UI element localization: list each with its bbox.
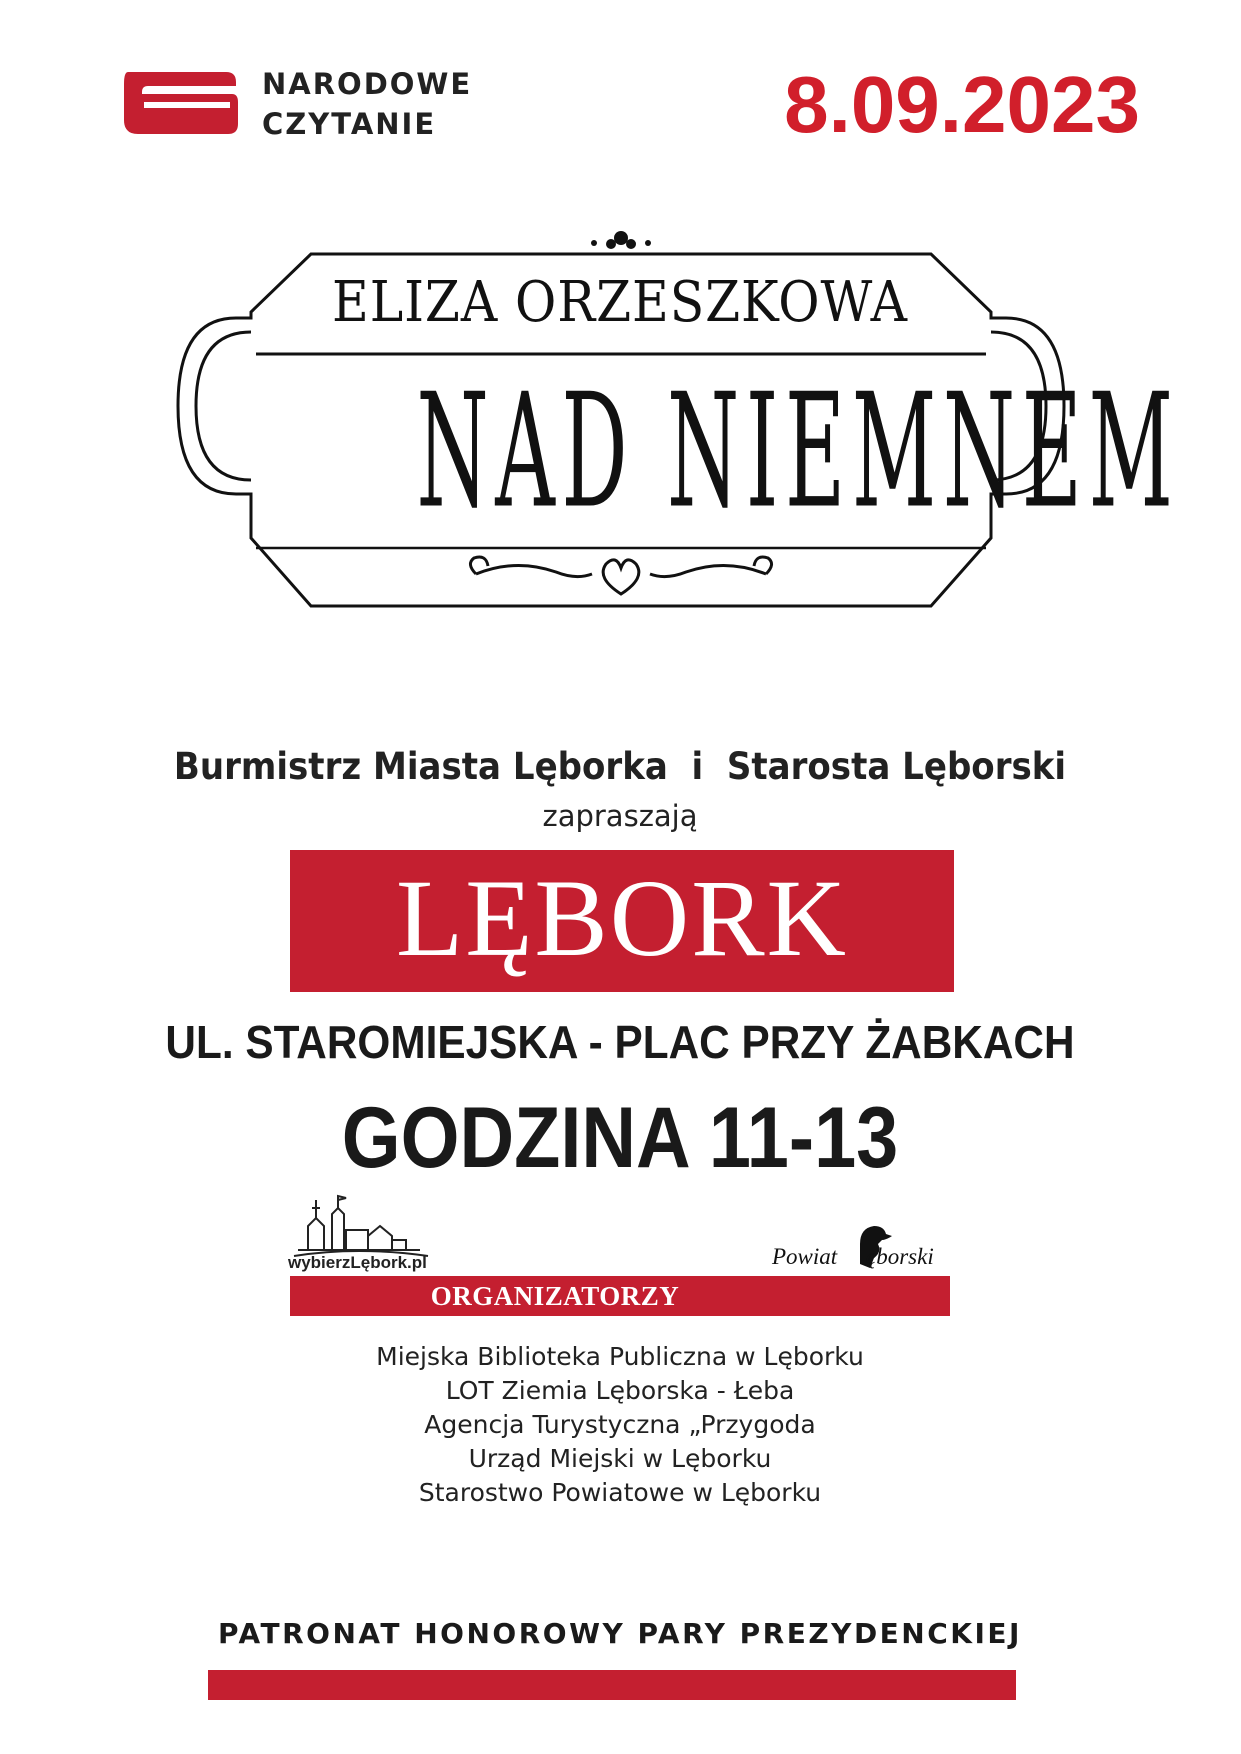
event-location: UL. STAROMIEJSKA - PLAC PRZY ŻABKACH xyxy=(165,1016,1075,1068)
logo-line-1: NARODOWE xyxy=(262,67,473,101)
organizers-list xyxy=(220,1340,1020,1510)
footer-bar xyxy=(208,1670,1016,1700)
event-hours: GODZINA 11-13 xyxy=(341,1090,899,1186)
county-logo-text: Powiat xyxy=(772,1244,838,1269)
book-title: NAD NIEMNEM xyxy=(416,360,1180,544)
town-website-logo: wybierzLębork.pl xyxy=(288,1253,427,1272)
event-date: 8.09.2023 xyxy=(784,60,1140,149)
heart-scroll-ornament-icon xyxy=(603,560,639,594)
list-item: Starostwo Powiatowe w Lęborku xyxy=(418,1478,822,1507)
invite-verb: zapraszają xyxy=(542,799,698,833)
hosts-line: Burmistrz Miasta Lęborka i Starosta Lęborski xyxy=(173,745,1067,788)
list-item: Miejska Biblioteka Publiczna w Lęborku xyxy=(376,1342,864,1371)
organizers-heading: ORGANIZATORZY xyxy=(430,1281,680,1311)
list-item: Urząd Miejski w Lęborku xyxy=(468,1444,772,1473)
list-item: LOT Ziemia Lęborska - Łeba xyxy=(445,1376,795,1405)
logo-line-2: CZYTANIE xyxy=(262,107,437,141)
patronage-line: PATRONAT HONOROWY PARY PREZYDENCKIEJ xyxy=(218,1617,1022,1650)
flower-ornament-icon xyxy=(591,231,651,249)
book-author: ELIZA ORZESZKOWA xyxy=(332,270,908,335)
list-item: Agencja Turystyczna „Przygoda xyxy=(424,1410,816,1439)
event-logo-text xyxy=(262,64,472,144)
county-logo-text-suffix: ęborski xyxy=(866,1244,934,1269)
city-name: LĘBORK xyxy=(396,857,848,979)
book-logo-icon xyxy=(118,68,240,136)
